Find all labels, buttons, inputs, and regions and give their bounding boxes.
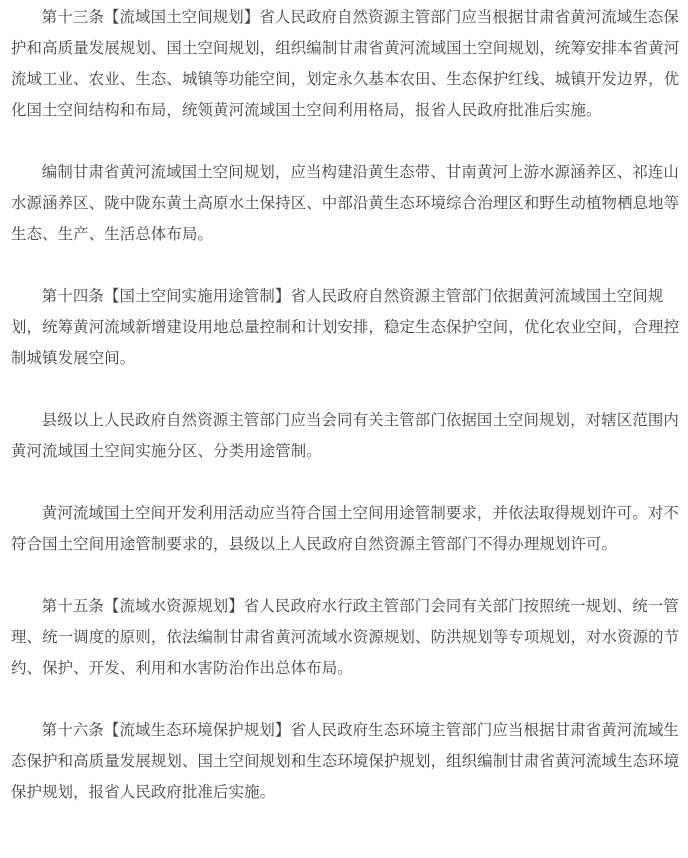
article-14-permit-paragraph: 黄河流域国土空间开发利用活动应当符合国土空间用途管制要求，并依法取得规划许可。对不符合国土空间用途管制要求的，县级以上人民政府自然资源主管部门不得办理规划许可。	[11, 504, 679, 553]
article-13-paragraph: 第十三条【流域国土空间规划】省人民政府自然资源主管部门应当根据甘肃省黄河流域生态保护和高质量发展规划、国土空间规划，组织编制甘肃省黄河流域国土空间规划，统筹安排本省黄河流域工业、农业、生态、城镇等功能空间，划定永久基本农田、生态保护红线、城镇开发边界，优化国土空间结构和布局，统领黄河流域国土空间利用格局，报省人民政府批准后实施。	[11, 8, 680, 119]
article-16-paragraph: 第十六条【流域生态环境保护规划】省人民政府生态环境主管部门应当根据甘肃省黄河流域生态保护和高质量发展规划、国土空间规划和生态环境保护规划，组织编制甘肃省黄河流域生态环境保护规划，报省人民政府批准后实施。	[11, 721, 680, 801]
article-13-planning-layout-paragraph: 编制甘肃省黄河流域国土空间规划，应当构建沿黄生态带、甘南黄河上游水源涵养区、祁连山水源涵养区、陇中陇东黄土高原水土保持区、中部沿黄生态环境综合治理区和野生动植物栖息地等生态、生产、生活总体布局。	[11, 163, 680, 243]
article-14-paragraph: 第十四条【国土空间实施用途管制】省人民政府自然资源主管部门依据黄河流域国土空间规划，统筹黄河流域新增建设用地总量控制和计划安排，稳定生态保护空间，优化农业空间，合理控制城镇发展空间。	[11, 287, 680, 367]
article-15-paragraph: 第十五条【流域水资源规划】省人民政府水行政主管部门会同有关部门按照统一规划、统一管理、统一调度的原则，依法编制甘肃省黄河流域水资源规划、防洪规划等专项规划，对水资源的节约、保护、开发、利用和水害防治作出总体布局。	[11, 597, 680, 677]
regulation-article	[11, 0, 681, 808]
article-14-zoning-paragraph: 县级以上人民政府自然资源主管部门应当会同有关主管部门依据国土空间规划，对辖区范围内黄河流域国土空间实施分区、分类用途管制。	[11, 411, 679, 460]
